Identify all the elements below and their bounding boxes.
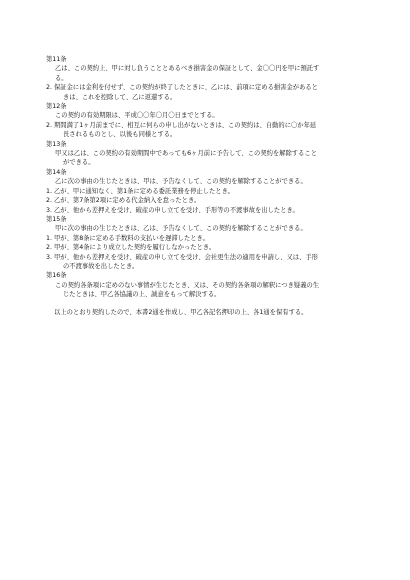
article-text-line: る。 [55, 74, 68, 82]
article-heading: 第12条 [46, 103, 67, 111]
article-heading: 第16条 [46, 272, 67, 280]
contract-article [46, 168, 368, 215]
article-text-line: 1. 乙が、甲に通知なく、第1条に定める委託業務を停止したとき。 [46, 187, 234, 195]
article-text-line: きは、これを控除して、乙に返還する。 [63, 93, 177, 101]
article-text-line: 2. 保証金には金利を付せず、この契約が終了したときに、乙には、前項に定める損害金があると [46, 84, 318, 92]
article-heading: 第11条 [46, 56, 67, 63]
article-text-line: この契約各条項に定めのない事情が生じたとき、又は、その契約各条項の解釈につき疑義の生 [55, 281, 320, 289]
contract-body [46, 55, 368, 317]
article-text-line: の不渡事故を出したとき。 [63, 262, 139, 270]
article-text-line: 3. 甲が、他から差押えを受け、破産の申し立てを受け、会社更生法の適用を申請し、又は、手形 [46, 253, 318, 261]
article-heading: 第15条 [46, 215, 67, 223]
article-text-line: ができる。 [63, 159, 95, 167]
article-text-line: 2. 乙が、第7条第2項に定める代金納入を怠ったとき。 [46, 197, 201, 205]
contract-article [46, 215, 368, 271]
article-text-line: 長されるものとし、以後も同様とする。 [63, 131, 177, 139]
article-text-line: この契約の有効期限は、平成〇〇年〇月〇日までとする。 [55, 112, 219, 120]
article-text-line: 甲又は乙は、この契約の有効期間中であっても6ヶ月前に予告して、この契約を解除すること [55, 150, 317, 158]
article-text-line: じたときは、甲乙各協議の上、誠意をもって解決する。 [63, 291, 221, 299]
article-text-line: 乙は、この契約上、甲に対し負うこととあるべき損害金の保証として、金〇〇円を甲に預託す [55, 65, 320, 73]
article-text-line: 2. 期間満了1ヶ月前までに、相互に何らの申し出がないときは、この契約は、自動的に〇か年延 [46, 121, 317, 129]
article-heading: 第14条 [46, 168, 67, 176]
article-heading: 第13条 [46, 140, 67, 148]
article-text-line: 2. 甲が、第4条により成立した契約を履行しなかったとき。 [46, 244, 216, 252]
closing-statement: 以上のとおり契約したので、本書2通を作成し、甲乙各記名押印の上、各1通を保有する。 [54, 308, 308, 316]
contract-article [46, 55, 368, 102]
article-text-line: 1. 甲が、第8条に定める手数料の支払いを遅滞したとき。 [46, 234, 209, 242]
contract-article [46, 140, 368, 168]
article-text-line: 甲に次の事由の生じたときは、乙は、予告なくして、この契約を解除することができる。 [55, 225, 307, 233]
contract-article [46, 271, 368, 299]
article-text-line: 3. 乙が、他から差押えを受け、破産の申し立てを受け、手形等の不渡事故を出したとき。 [46, 206, 299, 214]
article-text-line: 乙に次の事由の生じたときは、甲は、予告なくして、この契約を解除することができる。 [55, 178, 307, 186]
contract-article [46, 102, 368, 140]
